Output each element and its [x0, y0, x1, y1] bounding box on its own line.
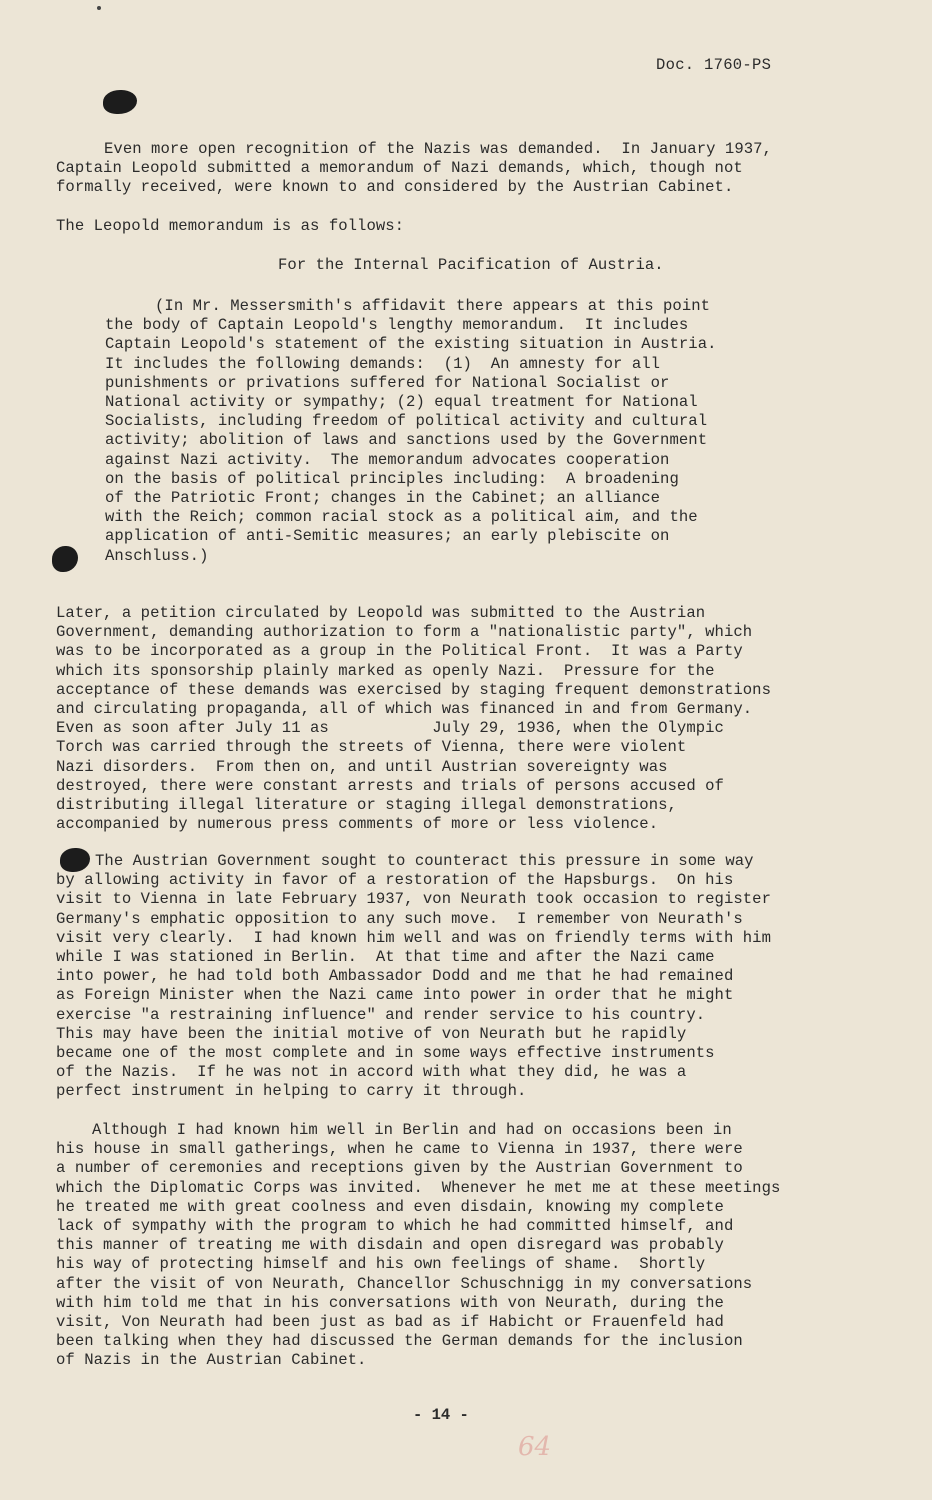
p3-line: on the basis of political principles including: A broadening	[105, 469, 679, 488]
p3-line: application of anti-Semitic measures; an early plebiscite on	[105, 527, 670, 546]
p3-line: against Nazi activity. The memorandum advocates cooperation	[105, 450, 670, 469]
document-number: Doc. 1760-PS	[656, 56, 772, 74]
p6-line: he treated me with great coolness and even disdain, knowing my complete	[56, 1197, 724, 1216]
ink-blot-top	[103, 90, 137, 114]
p6-line: visit, Von Neurath had been just as bad as if Habicht or Frauenfeld had	[56, 1313, 724, 1331]
p6-line: a number of ceremonies and receptions given by the Austrian Government to	[56, 1159, 743, 1178]
p6-line: of Nazis in the Austrian Cabinet.	[56, 1351, 367, 1370]
p5-line: became one of the most complete and in some ways effective instruments	[56, 1044, 715, 1062]
p6-line: lack of sympathy with the program to which he had committed himself, and	[56, 1217, 734, 1235]
p3-line: National activity or sympathy; (2) equal treatment for National	[105, 393, 698, 411]
p1-line: formally received, were known to and considered by the Austrian Cabinet.	[56, 178, 734, 197]
p6-line: which the Diplomatic Corps was invited. Whenever he met me at these meetings	[56, 1178, 781, 1197]
ink-blot-left	[52, 546, 78, 572]
p6-line: his house in small gatherings, when he came to Vienna in 1937, there were	[56, 1140, 743, 1159]
p6-line: Although I had known him well in Berlin and had on occasions been in	[92, 1121, 732, 1139]
p5-line: as Foreign Minister when the Nazi came into power in order that he might	[56, 986, 734, 1005]
p5-line: This may have been the initial motive of von Neurath but he rapidly	[56, 1024, 687, 1043]
memo-heading: For the Internal Pacification of Austria.	[278, 256, 664, 274]
p3-line: Socialists, including freedom of political activity and cultural	[105, 412, 708, 431]
p4-line: Torch was carried through the streets of Vienna, there were violent	[56, 738, 687, 757]
p3-line: Captain Leopold's statement of the existing situation in Austria.	[105, 335, 717, 354]
p4-line: was to be incorporated as a group in the Political Front. It was a Party	[56, 642, 743, 661]
p4-line: Even as soon after July 11 as July 29, 1936, when the Olympic	[56, 719, 724, 738]
p1-line: Captain Leopold submitted a memorandum of Nazi demands, which, though not	[56, 159, 743, 178]
p4-line: Nazi disorders. From then on, and until Austrian sovereignty was	[56, 757, 668, 776]
p3-line: activity; abolition of laws and sanctions used by the Government	[105, 431, 708, 450]
p4-line: Government, demanding authorization to form a "nationalistic party", which	[56, 623, 753, 642]
p3-line: the body of Captain Leopold's lengthy memorandum. It includes	[105, 316, 689, 335]
p6-line: his way of protecting himself and his own feelings of shame. Shortly	[56, 1255, 706, 1274]
p5-line: exercise "a restraining influence" and render service to his country.	[56, 1005, 706, 1024]
p1-line: Even more open recognition of the Nazis was demanded. In January 1937,	[104, 140, 772, 158]
p4-line: which its sponsorship plainly marked as openly Nazi. Pressure for the	[56, 661, 715, 680]
p3-line: punishments or privations suffered for National Socialist or	[105, 373, 670, 392]
p5-line: into power, he had told both Ambassador Dodd and me that he had remained	[56, 967, 734, 986]
p6-line: after the visit of von Neurath, Chancellor Schuschnigg in my conversations	[56, 1274, 753, 1293]
margin-dot	[97, 6, 101, 10]
p5-line: visit to Vienna in late February 1937, von Neurath took occasion to register	[56, 890, 771, 909]
p5-line: of the Nazis. If he was not in accord with what they did, he was a	[56, 1063, 687, 1082]
ink-blot-paragraph	[60, 848, 90, 872]
p4-line: acceptance of these demands was exercised by staging frequent demonstrations	[56, 680, 771, 699]
p3-line: (In Mr. Messersmith's affidavit there appears at this point	[155, 297, 711, 315]
p5-line: visit very clearly. I had known him well and was on friendly terms with him	[56, 928, 771, 947]
p5-line: while I was stationed in Berlin. At that time and after the Nazi came	[56, 948, 715, 966]
page-number: - 14 -	[413, 1406, 469, 1424]
p6-line: this manner of treating me with disdain and open disregard was probably	[56, 1236, 724, 1255]
handwritten-mark: 64	[518, 1432, 552, 1462]
p5-line: The Austrian Government sought to counteract this pressure in some way	[95, 852, 754, 870]
p3-line: It includes the following demands: (1) An amnesty for all	[105, 354, 661, 373]
p3-line: with the Reich; common racial stock as a political aim, and the	[105, 508, 698, 527]
p5-line: Germany's emphatic opposition to any such move. I remember von Neurath's	[56, 909, 743, 928]
p6-line: been talking when they had discussed the German demands for the inclusion	[56, 1332, 743, 1351]
p6-line: with him told me that in his conversations with von Neurath, during the	[56, 1293, 724, 1312]
p4-line: and circulating propaganda, all of which was financed in and from Germany.	[56, 700, 753, 718]
p5-line: perfect instrument in helping to carry it through.	[56, 1082, 527, 1101]
p5-line: by allowing activity in favor of a restoration of the Hapsburgs. On his	[56, 871, 734, 890]
p4-line: distributing illegal literature or staging illegal demonstrations,	[56, 796, 677, 814]
p4-line: accompanied by numerous press comments of more or less violence.	[56, 815, 659, 834]
p3-line: Anschluss.)	[105, 546, 209, 565]
p4-line: destroyed, there were constant arrests and trials of persons accused of	[56, 776, 724, 795]
p4-line: Later, a petition circulated by Leopold was submitted to the Austrian	[56, 604, 706, 622]
p2-line: The Leopold memorandum is as follows:	[56, 217, 405, 235]
p3-line: of the Patriotic Front; changes in the Cabinet; an alliance	[105, 489, 661, 507]
